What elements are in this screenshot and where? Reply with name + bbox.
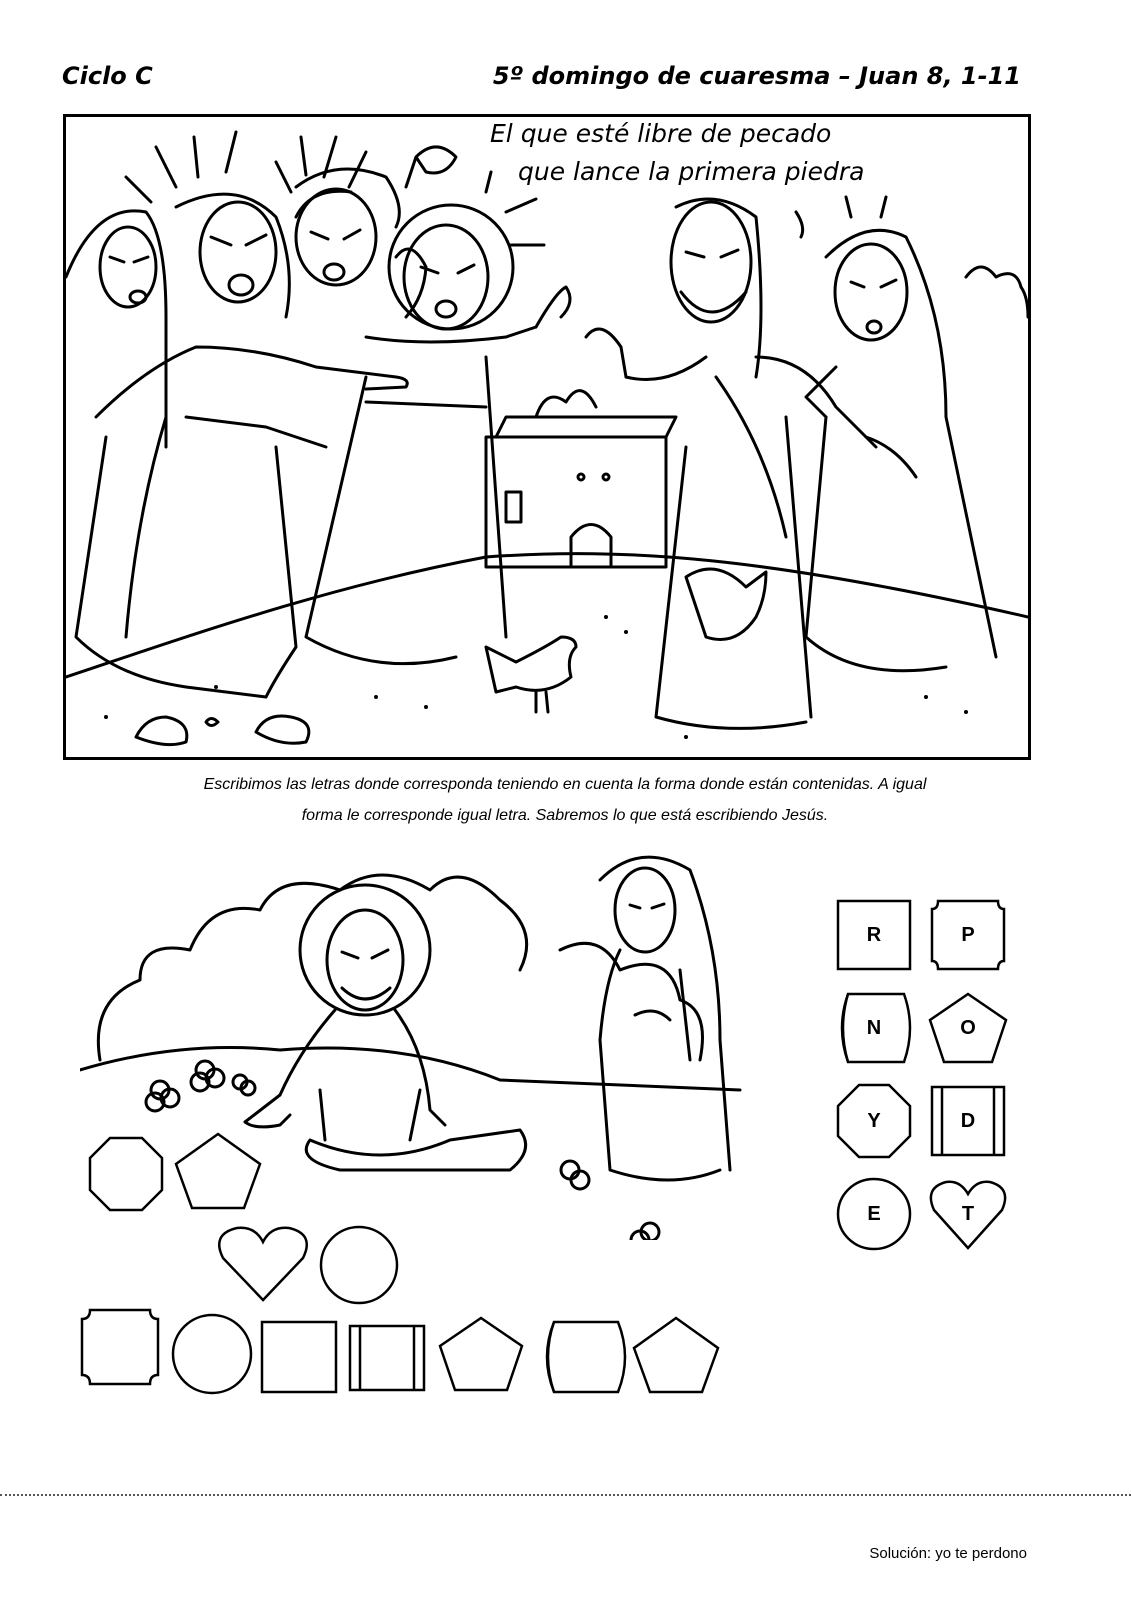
instructions-line-2: forma le corresponde igual letra. Sabremos lo que está escribiendo Jesús. [301,807,829,824]
answer-slot-scroll[interactable] [538,1318,618,1398]
answer-slot-pentagon-2[interactable] [436,1314,516,1394]
bird-drawing [486,637,576,712]
figure-jesus [586,199,876,728]
ground-line [66,554,1028,677]
grass-line [80,1048,740,1091]
figure-background-left [66,211,166,447]
house-drawing [486,391,676,567]
key-scroll [834,990,914,1066]
answer-slot-notched[interactable] [78,1306,158,1386]
illustration-panel [63,114,1031,760]
key-notched [928,897,1008,973]
cycle-label: Ciclo C [62,62,153,90]
key-circle [834,1176,914,1252]
cloud-outline [98,875,526,1060]
dotted-cut-line [0,1494,1131,1496]
instructions-line-1: Escribimos las letras donde corresponda teniendo en cuenta la forma donde están contenidas. A igual [203,776,927,793]
answer-slot-square[interactable] [258,1318,338,1398]
answer-slot-octagon[interactable] [86,1134,166,1214]
liturgical-reference: 5º domingo de cuaresma – Juan 8, 1-11 [492,62,1021,90]
key-heart [928,1176,1008,1252]
key-octagon [834,1083,914,1159]
answer-slot-pentagon-3[interactable] [630,1314,710,1394]
key-letter-e: E [867,1202,881,1225]
barred-square-icon [346,1322,428,1394]
answer-slot-pentagon[interactable] [172,1130,252,1210]
key-pentagon [928,990,1008,1066]
cloud-outline-right [560,943,703,1060]
figure-jesus-kneeling [245,885,526,1170]
quote-line-1: El que esté libre de pecado [490,119,832,148]
stones-drawing [136,716,309,745]
figure-pointing-man [76,194,407,697]
figure-frightened-woman [796,197,996,671]
square-icon [258,1318,340,1396]
tree-drawing [966,267,1028,317]
key-letter-o: O [960,1016,976,1039]
circle-icon [318,1224,400,1306]
key-square [834,897,914,973]
figure-haloed-stone [306,147,570,664]
key-letter-d: D [960,1109,976,1132]
answer-slot-circle-2[interactable] [170,1312,250,1392]
figure-woman-standing [600,857,730,1180]
notched-square-icon [78,1306,162,1388]
key-letter-r: R [866,923,882,946]
solution-text: Solución: yo te perdono [869,1545,1027,1562]
heart-icon [215,1222,311,1304]
answer-slot-circle[interactable] [318,1224,398,1304]
scroll-shape-icon [538,1318,632,1396]
answer-slot-heart[interactable] [215,1222,295,1302]
pentagon-icon [172,1130,264,1212]
pentagon-icon [436,1314,526,1394]
key-bars [928,1083,1008,1159]
key-letter-t: T [961,1202,975,1225]
answer-slot-bars[interactable] [346,1322,426,1402]
pentagon-icon [630,1314,722,1396]
key-letter-p: P [961,923,975,946]
ground-dots [104,615,968,739]
circle-icon [170,1312,254,1396]
octagon-icon [86,1134,166,1214]
scene-drawing [66,117,1028,757]
quote-line-2: que lance la primera piedra [518,157,865,186]
key-letter-n: N [866,1016,882,1039]
key-letter-y: Y [867,1109,881,1132]
